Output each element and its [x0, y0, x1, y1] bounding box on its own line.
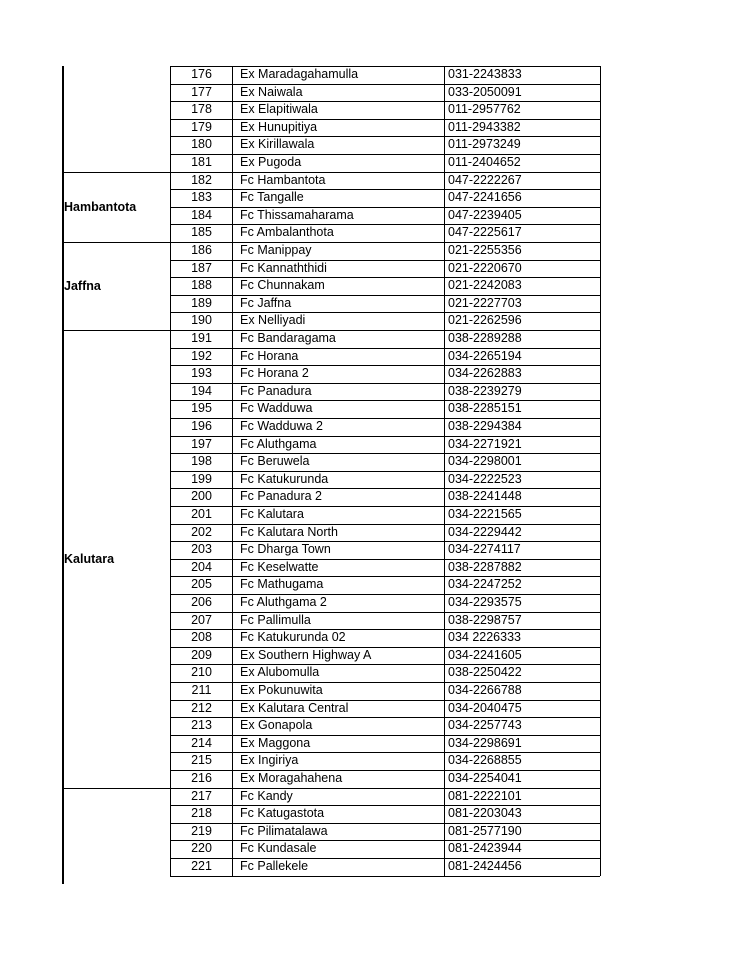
row-number: 221 [191, 859, 212, 873]
phone-number: 034-2040475 [448, 700, 522, 715]
row-number: 184 [191, 207, 212, 222]
phone-number: 034-2298691 [448, 735, 522, 750]
branch-name: Fc Hambantota [240, 172, 326, 187]
branch-name: Ex Pugoda [240, 155, 302, 169]
branch-name: Fc Horana [240, 348, 299, 363]
row-rule [170, 752, 600, 753]
phone-number: 047-2222267 [448, 172, 522, 187]
row-rule [170, 594, 600, 595]
row-rule [170, 735, 600, 736]
branch-name: Ex Nelliyadi [240, 313, 306, 328]
branch-name: Fc Aluthgama [240, 436, 317, 451]
branch-name: Ex Maradagahamulla [240, 67, 359, 81]
row-number: 211 [191, 683, 212, 697]
phone-number: 021-2242083 [448, 278, 522, 293]
row-rule [170, 312, 600, 313]
row-rule [170, 295, 600, 296]
row-rule [170, 629, 600, 630]
phone-number: 081-2424456 [448, 859, 522, 873]
phone-number: 034-2241605 [448, 647, 522, 662]
branch-name: Ex Elapitiwala [240, 102, 318, 117]
phone-number: 034-2293575 [448, 595, 522, 609]
row-rule [170, 189, 600, 190]
phone-number: 034-2266788 [448, 683, 522, 697]
row-number: 203 [191, 542, 212, 557]
phone-number: 034-2221565 [448, 507, 522, 521]
phone-number: 081-2203043 [448, 806, 522, 821]
row-number: 209 [191, 647, 212, 662]
phone-number: 031-2243833 [448, 67, 522, 81]
column-rule [62, 66, 64, 884]
row-rule [170, 770, 600, 771]
row-number: 198 [191, 454, 212, 469]
phone-number: 038-2289288 [448, 331, 522, 345]
row-number: 204 [191, 559, 212, 574]
row-number: 202 [191, 524, 212, 539]
row-number: 217 [191, 788, 212, 803]
branch-name: Fc Kundasale [240, 841, 317, 856]
phone-number: 081-2423944 [448, 841, 522, 856]
row-rule [62, 242, 170, 243]
row-rule [62, 788, 170, 789]
row-number: 219 [191, 823, 212, 838]
row-rule [170, 101, 600, 102]
row-rule [170, 559, 600, 560]
row-rule [170, 664, 600, 665]
phone-number: 011-2973249 [448, 137, 521, 152]
phone-number: 038-2298757 [448, 612, 522, 627]
branch-name: Ex Gonapola [240, 718, 313, 733]
branch-name: Ex Kirillawala [240, 137, 315, 152]
row-rule [170, 172, 600, 173]
row-rule [170, 66, 600, 67]
row-rule [170, 788, 600, 789]
row-rule [170, 717, 600, 718]
branch-name: Fc Katugastota [240, 806, 325, 821]
row-rule [170, 876, 600, 877]
phone-number: 034-2274117 [448, 542, 521, 557]
row-number: 178 [191, 102, 212, 117]
phone-number: 038-2241448 [448, 489, 522, 504]
phone-number: 034-2257743 [448, 718, 522, 733]
district-label: Hambantota [64, 199, 137, 214]
row-rule [170, 576, 600, 577]
branch-name: Fc Panadura [240, 383, 312, 398]
phone-number: 047-2241656 [448, 190, 522, 205]
row-rule [170, 277, 600, 278]
column-rule [600, 66, 601, 876]
row-number: 177 [191, 84, 212, 99]
row-rule [170, 858, 600, 859]
phone-number: 081-2577190 [448, 823, 522, 838]
branch-name: Ex Hunupitiya [240, 119, 318, 134]
branch-name: Fc Pallekele [240, 859, 309, 873]
row-number: 197 [191, 436, 212, 451]
phone-number: 033-2050091 [448, 84, 522, 99]
row-number: 200 [191, 489, 212, 504]
row-number: 218 [191, 806, 212, 821]
row-number: 199 [191, 471, 212, 486]
row-rule [170, 647, 600, 648]
phone-number: 034-2222523 [448, 471, 522, 486]
row-rule [170, 524, 600, 525]
row-rule [62, 172, 170, 173]
row-number: 193 [191, 366, 212, 381]
row-number: 189 [191, 295, 212, 310]
phone-number: 021-2262596 [448, 313, 522, 328]
phone-number: 038-2285151 [448, 401, 522, 416]
branch-name: Ex Pokunuwita [240, 683, 323, 697]
branch-name: Fc Pilimatalawa [240, 823, 328, 838]
branch-name: Fc Thissamaharama [240, 207, 354, 222]
row-rule [170, 436, 600, 437]
row-number: 210 [191, 665, 212, 680]
branch-name: Fc Kannaththidi [240, 260, 327, 275]
phone-number: 038-2287882 [448, 559, 522, 574]
phone-number: 011-2404652 [448, 155, 521, 169]
phone-number: 034-2265194 [448, 348, 522, 363]
branch-name: Fc Bandaragama [240, 331, 336, 345]
row-rule [170, 418, 600, 419]
row-number: 201 [191, 507, 212, 521]
row-number: 214 [191, 735, 212, 750]
row-number: 220 [191, 841, 212, 856]
district-label: Jaffna [64, 279, 101, 293]
row-number: 194 [191, 383, 212, 398]
row-number: 190 [191, 313, 212, 328]
branch-name: Fc Ambalanthota [240, 225, 334, 240]
row-number: 212 [191, 700, 212, 715]
row-number: 208 [191, 630, 212, 645]
row-rule [62, 330, 170, 331]
branch-name: Fc Tangalle [240, 190, 304, 205]
row-rule [170, 365, 600, 366]
row-number: 195 [191, 401, 212, 416]
row-rule [170, 207, 600, 208]
branch-name: Ex Ingiriya [240, 753, 299, 768]
phone-number: 038-2250422 [448, 665, 522, 680]
row-number: 191 [191, 331, 212, 345]
branch-name: Fc Manippay [240, 243, 312, 257]
branch-name: Fc Katukurunda [240, 471, 329, 486]
branch-name: Fc Kalutara [240, 507, 304, 521]
district-label: Kalutara [64, 551, 115, 566]
phone-number: 047-2239405 [448, 207, 522, 222]
branch-name: Ex Southern Highway A [240, 647, 372, 662]
phone-number: 034-2262883 [448, 366, 522, 381]
row-rule [170, 84, 600, 85]
phone-number: 034-2271921 [448, 436, 522, 451]
branch-name: Fc Aluthgama 2 [240, 595, 327, 609]
phone-number: 021-2255356 [448, 243, 522, 257]
row-number: 179 [191, 119, 212, 134]
row-number: 206 [191, 595, 212, 609]
row-number: 186 [191, 243, 212, 257]
branch-name: Fc Katukurunda 02 [240, 630, 346, 645]
row-number: 215 [191, 753, 212, 768]
phone-number: 034-2229442 [448, 524, 522, 539]
branch-name: Fc Kandy [240, 788, 293, 803]
row-rule [170, 330, 600, 331]
phone-number: 034-2268855 [448, 753, 522, 768]
phone-number: 047-2225617 [448, 225, 522, 240]
branch-name: Fc Panadura 2 [240, 489, 322, 504]
row-rule [170, 682, 600, 683]
row-rule [170, 506, 600, 507]
row-rule [170, 348, 600, 349]
row-number: 207 [191, 612, 212, 627]
branch-name: Fc Jaffna [240, 295, 292, 310]
branch-name: Ex Naiwala [240, 84, 303, 99]
row-number: 205 [191, 577, 212, 592]
branch-name: Fc Kalutara North [240, 524, 338, 539]
row-rule [170, 154, 600, 155]
branch-name: Fc Pallimulla [240, 612, 311, 627]
row-number: 196 [191, 419, 212, 433]
branch-name: Ex Moragahahena [240, 771, 343, 785]
row-number: 181 [191, 155, 212, 169]
phone-number: 011-2957762 [448, 102, 521, 117]
row-rule [170, 805, 600, 806]
row-number: 216 [191, 771, 212, 785]
row-number: 192 [191, 348, 212, 363]
row-rule [170, 224, 600, 225]
row-number: 213 [191, 718, 212, 733]
branch-name: Fc Chunnakam [240, 278, 325, 293]
row-number: 180 [191, 137, 212, 152]
phone-number: 034-2254041 [448, 771, 522, 785]
branch-name: Fc Beruwela [240, 454, 310, 469]
row-number: 182 [191, 172, 212, 187]
row-rule [170, 612, 600, 613]
row-rule [170, 400, 600, 401]
row-number: 185 [191, 225, 212, 240]
row-number: 176 [191, 67, 212, 81]
branch-name: Fc Wadduwa 2 [240, 419, 323, 433]
row-number: 187 [191, 260, 212, 275]
phone-number: 081-2222101 [448, 788, 522, 803]
phone-number: 038-2239279 [448, 383, 522, 398]
row-rule [170, 136, 600, 137]
row-rule [170, 119, 600, 120]
branch-name: Ex Maggona [240, 735, 311, 750]
phone-number: 021-2220670 [448, 260, 522, 275]
branch-name: Fc Keselwatte [240, 559, 319, 574]
branch-name: Fc Dharga Town [240, 542, 331, 557]
phone-number: 034-2247252 [448, 577, 522, 592]
row-number: 188 [191, 278, 212, 293]
row-rule [170, 541, 600, 542]
branch-name: Fc Horana 2 [240, 366, 309, 381]
row-rule [170, 242, 600, 243]
phone-number: 011-2943382 [448, 119, 521, 134]
branch-name: Ex Kalutara Central [240, 700, 349, 715]
phone-number: 034 2226333 [448, 630, 521, 645]
row-rule [170, 260, 600, 261]
phone-number: 034-2298001 [448, 454, 522, 469]
row-rule [170, 471, 600, 472]
row-rule [170, 823, 600, 824]
row-rule [170, 700, 600, 701]
phone-number: 038-2294384 [448, 419, 522, 433]
branch-name: Fc Mathugama [240, 577, 324, 592]
phone-number: 021-2227703 [448, 295, 522, 310]
row-rule [170, 453, 600, 454]
branch-name: Ex Alubomulla [240, 665, 320, 680]
row-rule [170, 840, 600, 841]
row-number: 183 [191, 190, 212, 205]
row-rule [170, 383, 600, 384]
row-rule [170, 488, 600, 489]
branch-name: Fc Wadduwa [240, 401, 313, 416]
